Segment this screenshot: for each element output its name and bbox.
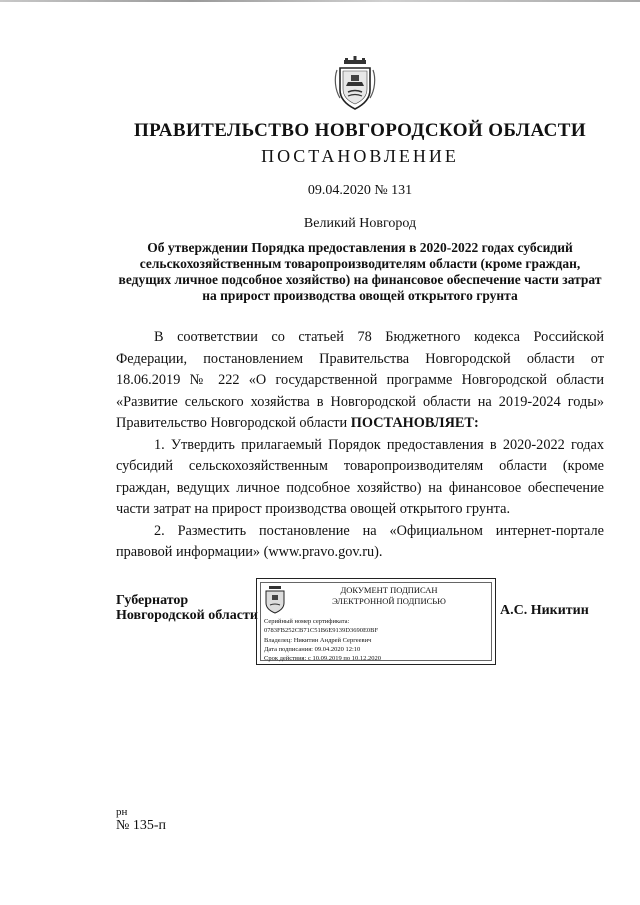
resolves-verb: ПОСТАНОВЛЯЕТ: <box>350 415 479 431</box>
stamp-owner: Владелец: Никитин Андрей Сергеевич <box>264 636 372 644</box>
stamp-details <box>264 617 492 663</box>
stamp-heading-1: ДОКУМЕНТ ПОДПИСАН <box>340 585 438 595</box>
stamp-serial-label: Серийный номер сертификата: <box>264 618 350 625</box>
signatory-position <box>116 593 258 623</box>
preamble-text: В соответствии со статьей 78 Бюджетного кодекса Российской Федерации, постановлением Правительства Новгородской области от 18.06.2019 № 222 «О государственной программе Новгородской области «Развитие сельского хозяйства в Новгородской области на 2019-2024 годы» Правительство Новгородской области <box>116 329 604 431</box>
footer-number: № 135-п <box>116 818 167 833</box>
city: Великий Новгород <box>303 216 417 231</box>
stamp-heading-2: ЭЛЕКТРОННОЙ ПОДПИСЬЮ <box>332 596 446 606</box>
footer-initials: рн <box>116 806 128 818</box>
scan-edge-line <box>0 0 640 2</box>
government-title: ПРАВИТЕЛЬСТВО НОВГОРОДСКОЙ ОБЛАСТИ <box>134 120 586 141</box>
signatory-name: А.С. Никитин <box>500 603 589 618</box>
preamble-paragraph <box>116 327 604 435</box>
position-line-1: Губернатор <box>116 593 189 608</box>
stamp-validity: Срок действия: с 10.09.2019 по 10.12.2020 <box>264 655 381 663</box>
stamp-serial: 0783FB252CB71C51B6E9139D3690E0BF <box>264 627 379 635</box>
stamp-signed-date: Дата подписания: 09.04.2020 12:10 <box>264 645 361 653</box>
date-number: 09.04.2020 № 131 <box>307 183 413 198</box>
footer-reference <box>116 806 166 832</box>
coat-of-arms-icon <box>333 56 377 112</box>
electronic-signature-stamp <box>256 578 496 665</box>
document-type: ПОСТАНОВЛЕНИЕ <box>261 146 459 166</box>
item-1: 1. Утвердить прилагаемый Порядок предоставления в 2020-2022 годах субсидий сельскохозяйственным товаропроизводителям области (кроме граждан, ведущих личное подсобное хозяйство) на финансовое обеспечение части затрат на прирост производства овощей открытого грунта. <box>116 436 604 517</box>
stamp-emblem-icon <box>263 585 287 615</box>
resolution-heading: Об утверждении Порядка предоставления в 2020-2022 годах субсидий сельскохозяйственным товаропроизводителям области (кроме граждан, ведущих личное подсобное хозяйство) на финансовое обеспечение части затрат на прирост производства овощей открытого грунта <box>118 240 602 303</box>
resolution-body <box>116 327 604 564</box>
position-line-2: Новгородской области <box>116 608 258 623</box>
item-2: 2. Разместить постановление на «Официальном интернет-портале правовой информации» (www.pravo.gov.ru). <box>116 522 604 560</box>
